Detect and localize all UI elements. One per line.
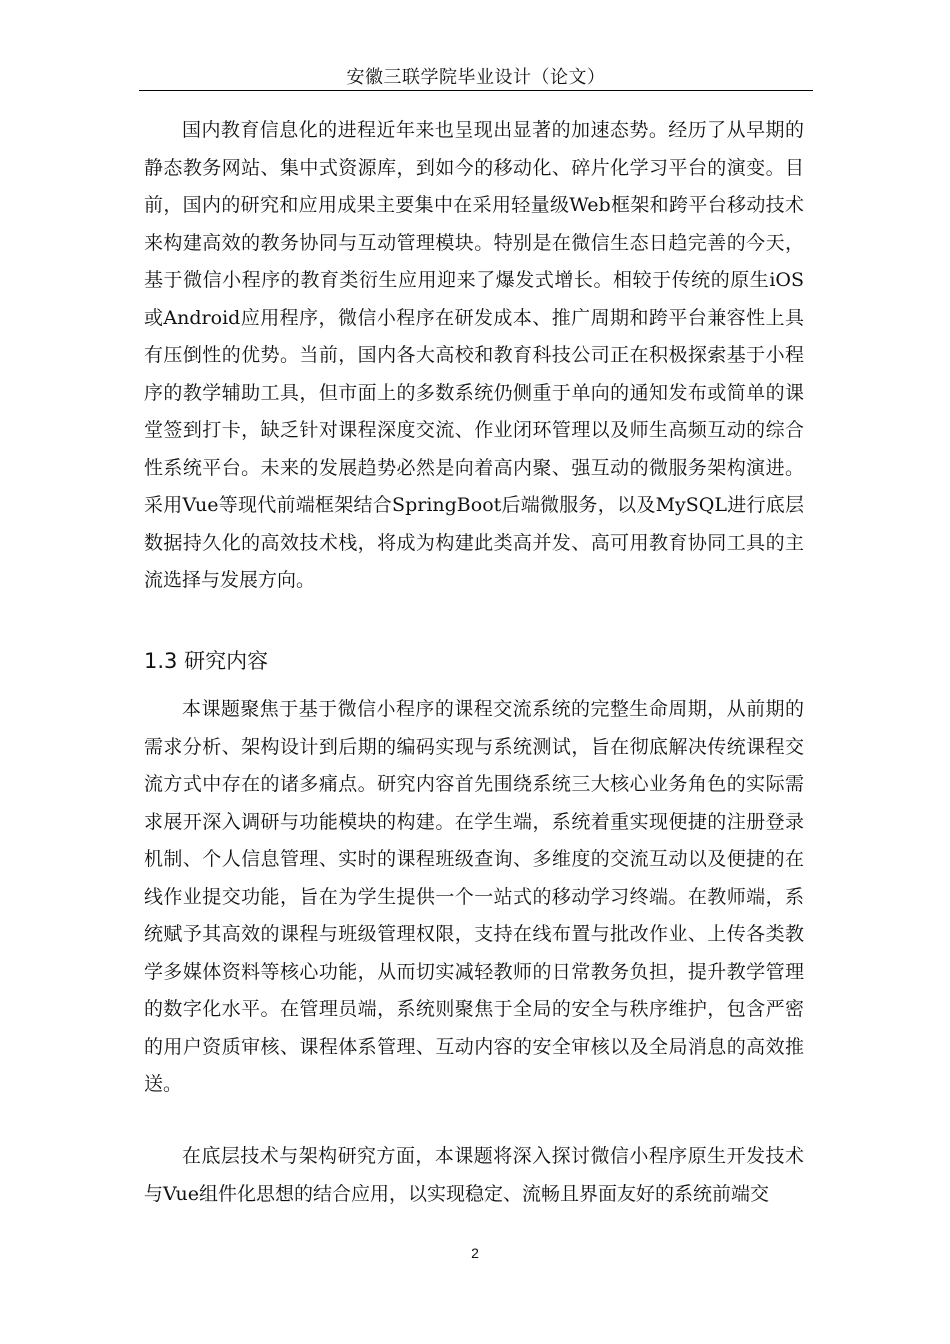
running-header: 安徽三联学院毕业设计（论文）	[346, 67, 606, 88]
page-number: 2	[471, 1245, 479, 1261]
header-divider	[139, 90, 813, 91]
paragraph-research-content: 本课题聚焦于基于微信小程序的课程交流系统的完整生命周期，从前期的需求分析、架构设计到后期的编码实现与系统测试，旨在彻底解决传统课程交流方式中存在的诸多痛点。研究内容首先围绕系统三大核心业务角色的实际需求展开深入调研与功能模块的构建。在学生端，系统着重实现便捷的注册登录机制、个人信息管理、实时的课程班级查询、多维度的交流互动以及便捷的在线作业提交功能，旨在为学生提供一个一站式的移动学习终端。在教师端，系统赋予其高效的课程与班级管理权限，支持在线布置与批改作业、上传各类教学多媒体资料等核心功能，从而切实减轻教师的日常教务负担，提升教学管理的数字化水平。在管理员端，系统则聚焦于全局的安全与秩序维护，包含严密的用户资质审核、课程体系管理、互动内容的安全审核以及全局消息的高效推送。	[144, 698, 804, 1095]
section-heading-research-content: 1.3 研究内容	[144, 649, 269, 673]
paragraph-domestic-status: 国内教育信息化的进程近年来也呈现出显著的加速态势。经历了从早期的静态教务网站、集中式资源库，到如今的移动化、碎片化学习平台的演变。目前，国内的研究和应用成果主要集中在采用轻量级Web框架和跨平台移动技术来构建高效的教务协同与互动管理模块。特别是在微信生态日趋完善的今天，基于微信小程序的教育类衍生应用迎来了爆发式增长。相较于传统的原生iOS或Android应用程序，微信小程序在研发成本、推广周期和跨平台兼容性上具有压倒性的优势。当前，国内各大高校和教育科技公司正在积极探索基于小程序的教学辅助工具，但市面上的多数系统仍侧重于单向的通知发布或简单的课堂签到打卡，缺乏针对课程深度交流、作业闭环管理以及师生高频互动的综合性系统平台。未来的发展趋势必然是向着高内聚、强互动的微服务架构演进。采用Vue等现代前端框架结合SpringBoot后端微服务，以及MySQL进行底层数据持久化的高效技术栈，将成为构建此类高并发、高可用教育协同工具的主流选择与发展方向。	[144, 119, 804, 591]
paragraph-technical-architecture: 在底层技术与架构研究方面，本课题将深入探讨微信小程序原生开发技术与Vue组件化思想的结合应用，以实现稳定、流畅且界面友好的系统前端交	[144, 1145, 804, 1205]
